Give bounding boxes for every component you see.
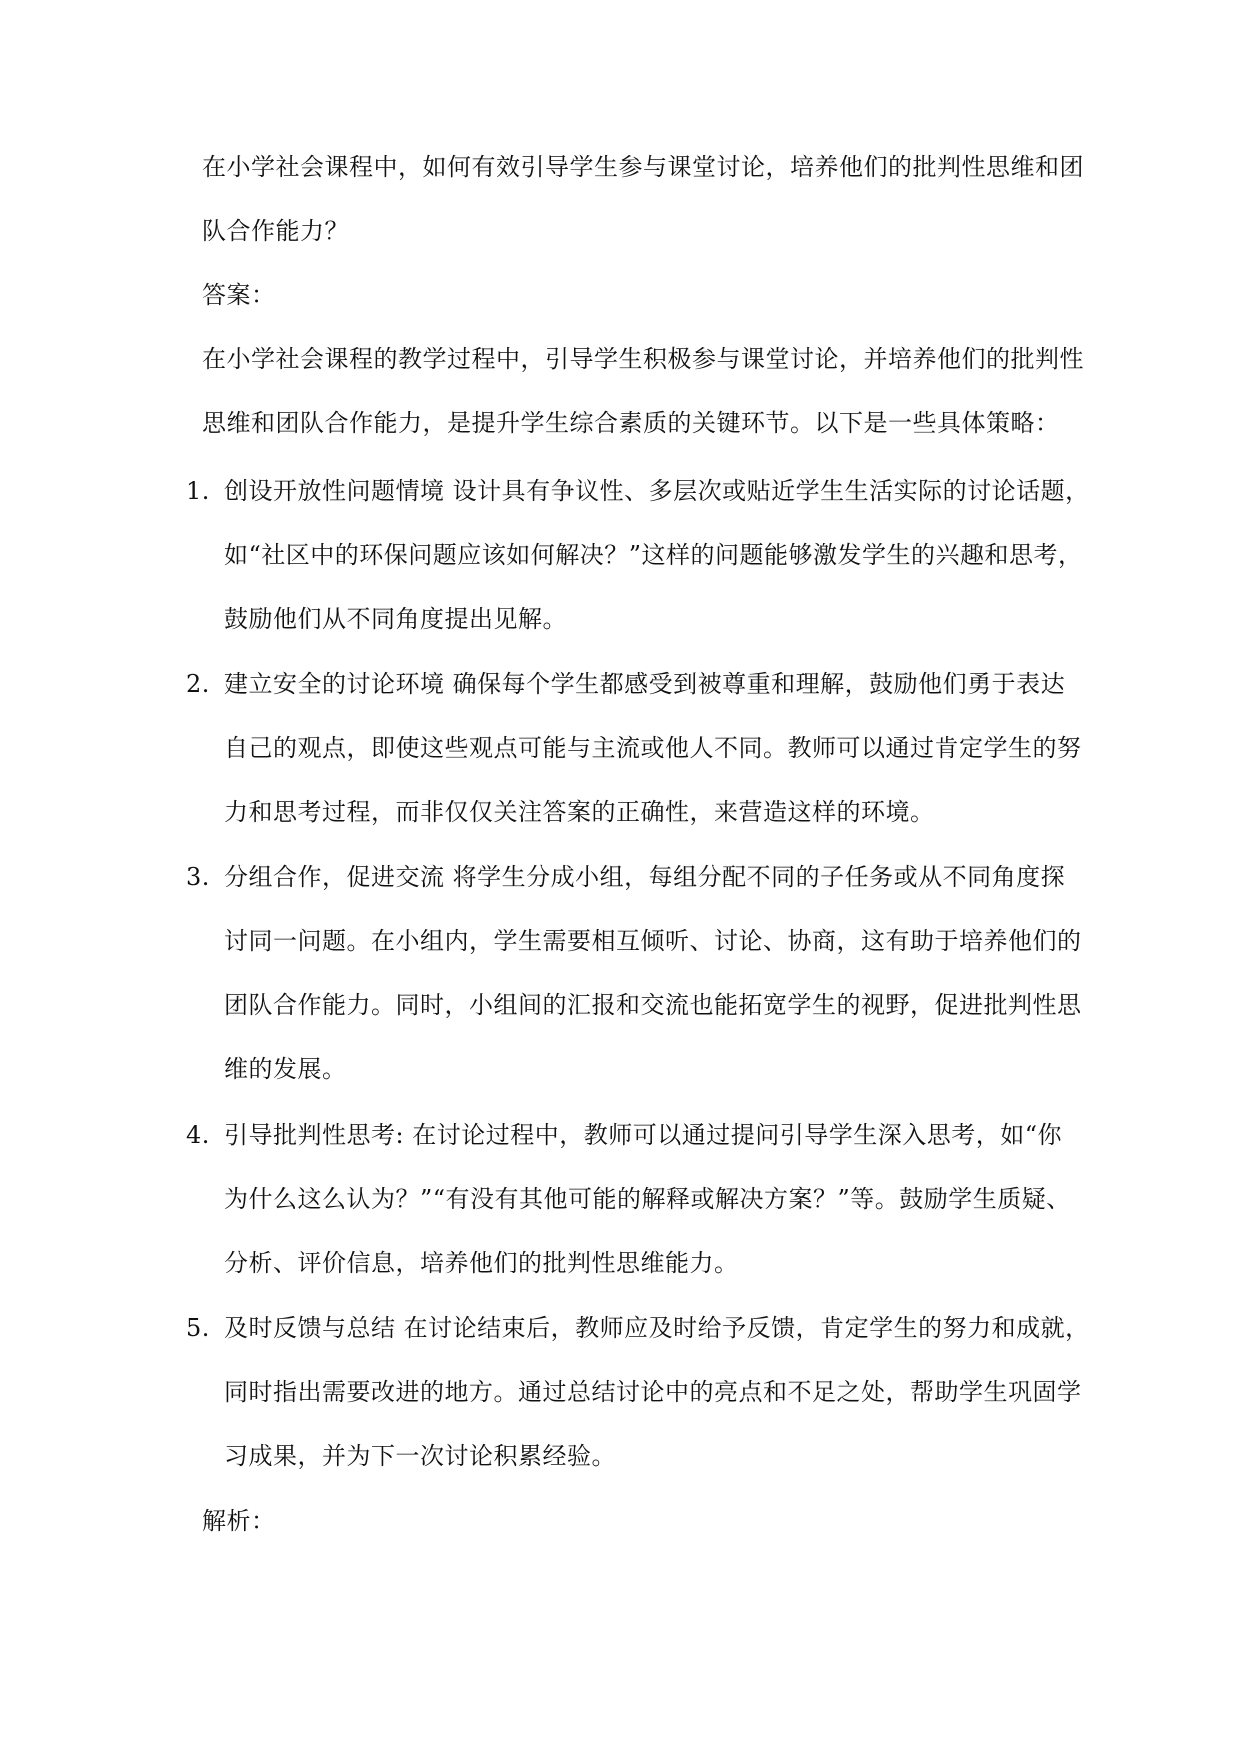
strategy-line: 及时反馈与总结 在讨论结束后，教师应及时给予反馈，肯定学生的努力和成就， — [224, 1314, 1090, 1342]
strategy-text — [224, 845, 1124, 1101]
strategy-line: 创设开放性问题情境 设计具有争议性、多层次或贴近学生生活实际的讨论话题， — [224, 477, 1090, 505]
strategy-number: 1. — [186, 477, 210, 505]
strategy-line: 自己的观点，即使这些观点可能与主流或他人不同。教师可以通过肯定学生的努 — [224, 734, 1082, 762]
strategy-line: 分组合作，促进交流 将学生分成小组，每组分配不同的子任务或从不同角度探 — [224, 863, 1066, 891]
strategy-line: 同时指出需要改进的地方。通过总结讨论中的亮点和不足之处，帮助学生巩固学 — [224, 1378, 1082, 1406]
strategy-text — [224, 652, 1124, 844]
strategy-line: 维的发展。 — [224, 1055, 347, 1083]
strategy-line: 为什么这么认为？”“有没有其他可能的解释或解决方案？”等。鼓励学生质疑、 — [224, 1185, 1071, 1213]
strategy-text — [224, 1296, 1124, 1488]
strategy-line: 分析、评价信息，培养他们的批判性思维能力。 — [224, 1249, 739, 1277]
strategy-number: 5. — [186, 1314, 210, 1342]
intro-line-2: 思维和团队合作能力，是提升学生综合素质的关键环节。以下是一些具体策略： — [202, 409, 1060, 437]
strategy-text — [224, 1103, 1124, 1295]
strategy-number: 2. — [186, 670, 210, 698]
intro-line-1: 在小学社会课程的教学过程中，引导学生积极参与课堂讨论，并培养他们的批判性 — [202, 345, 1084, 373]
strategy-line: 引导批判性思考: 在讨论过程中，教师可以通过提问引导学生深入思考，如“你 — [224, 1121, 1062, 1149]
analysis-label: 解析： — [202, 1507, 276, 1535]
strategy-line: 如“社区中的环保问题应该如何解决？”这样的问题能够激发学生的兴趣和思考， — [224, 541, 1083, 569]
intro-paragraph — [202, 327, 1102, 455]
question-line-2: 队合作能力？ — [202, 217, 349, 245]
question-line-1: 在小学社会课程中，如何有效引导学生参与课堂讨论，培养他们的批判性思维和团 — [202, 153, 1084, 181]
question-paragraph — [202, 135, 1102, 263]
strategy-line: 团队合作能力。同时，小组间的汇报和交流也能拓宽学生的视野，促进批判性思 — [224, 991, 1082, 1019]
analysis-label-paragraph — [202, 1489, 1102, 1553]
strategy-line: 建立安全的讨论环境 确保每个学生都感受到被尊重和理解，鼓励他们勇于表达 — [224, 670, 1066, 698]
strategy-line: 习成果，并为下一次讨论积累经验。 — [224, 1442, 616, 1470]
strategy-text — [224, 459, 1124, 651]
strategy-number: 4. — [186, 1121, 210, 1149]
strategy-line: 鼓励他们从不同角度提出见解。 — [224, 605, 567, 633]
strategy-line: 力和思考过程，而非仅仅关注答案的正确性，来营造这样的环境。 — [224, 798, 935, 826]
answer-label: 答案： — [202, 281, 276, 309]
strategy-line: 讨同一问题。在小组内，学生需要相互倾听、讨论、协商，这有助于培养他们的 — [224, 927, 1082, 955]
answer-label-paragraph — [202, 263, 1102, 327]
strategy-number: 3. — [186, 863, 210, 891]
